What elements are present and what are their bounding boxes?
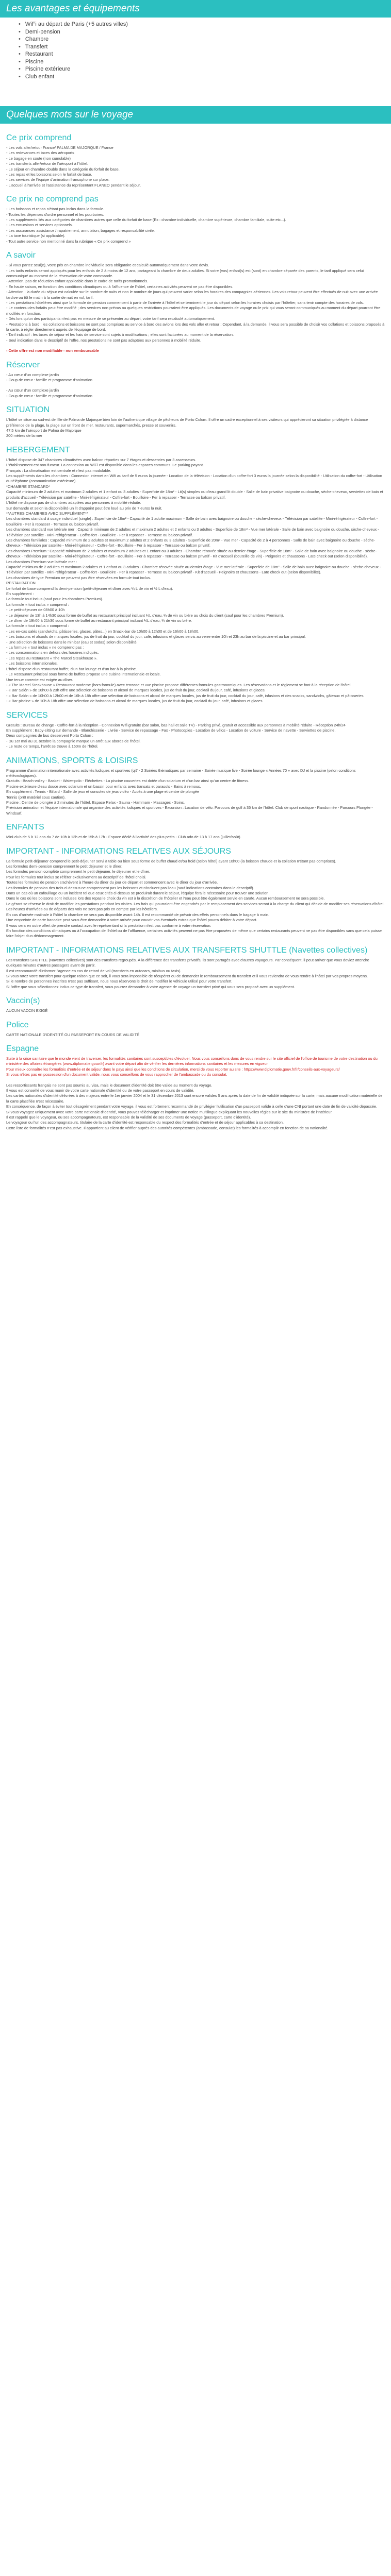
section-text: - Les suppléments liés aux catégories de chambres autres que celle du forfait de base (Ex : chambre individuelle, chambre supérieure, chambre familiale, suite etc...).: [6, 217, 286, 223]
section-text: L'hôtel ne dispose pas de chambres adaptées aux personnes à mobilité réduite.: [6, 500, 141, 505]
section-text: Il est rappelé que le voyageur, ou ses accompagnateurs, est responsable de la validité de ses documents de voyage (passeport, carte d'identité).: [6, 1115, 251, 1120]
section-text: - Les redevances et taxes des aéroports: [6, 150, 74, 156]
section-text: En supplément :: [6, 591, 34, 596]
section-text: Les ressortissants français ne sont pas soumis au visa, mais le document d'identité doit être valide au moment du voyage.: [6, 1082, 213, 1088]
section-text: Pour mieux connaître les formalités d'entrée et de séjour dans le pays ainsi que les conditions de circulation, merci de vous reporter au site : https://www.diplomatie.gouv.fr/fr/conseils-aux-voyageurs/: [6, 1066, 340, 1072]
amenity-item: • Transfert: [19, 43, 391, 51]
section-heading: IMPORTANT - INFORMATIONS RELATIVES AUX TRANSFERTS SHUTTLE (Navettes collectives): [6, 945, 368, 955]
section-text: L'hôtel dispose d'un restaurant buffet, d'un bar lounge et d'un bar à la piscine.: [6, 666, 137, 671]
section-text: Les formules de pension des trois ci-dessus ne comprennent pas les boissons et n'incluent pas l'eau (sauf indications contraires dans le descriptif).: [6, 885, 254, 890]
section-text: Dans le cas où les boissons sont incluses lors des repas le choix du vin est à la discrétion de l'hôtelier et l'eau peut être également servie en carafe. Aucun remboursement ne sera possible.: [6, 896, 325, 901]
section-text: - Les boissons et alcools de marques locales, jus de fruit du jour, cocktail du jour, café, infusions et glaces servis au verre entre 10h et 23h au bar de la piscine et au bar principal.: [6, 634, 306, 639]
section-text: RESTAURATION: [6, 581, 36, 586]
section-text: Piscine : Centre de plongée à 2 minutes de l'hôtel. Espace Relax - Sauna - Hammam - Massages - Soins.: [6, 800, 185, 805]
section-text: - Coup de cœur : famille et programme d'animation: [6, 378, 92, 382]
section-text: Prévision animation et l'équipe internationale qui organise des activités ludiques et sportives - Excursion : Location de vélo. Parcours de golf à 35 km de l'hôtel. Club de sport nautique - Randonnée - Parcours Plongée - Windsurf.: [6, 805, 373, 816]
section-text: Dans un cas où un cafouillage ou un incident tel que ceux cités ci-dessus se produirait durant le séjour, l'équipe fera le nécessaire pour trouver une solution.: [6, 891, 270, 896]
section-text: Les formules pension complète comprennent le petit déjeuner, le déjeuner et le dîner.: [6, 869, 150, 874]
section-text: - Les excursions et services optionnels.: [6, 223, 73, 228]
amenity-item: • WiFi au départ de Paris (+5 autres villes): [19, 21, 391, 28]
section-heading: SITUATION: [6, 405, 50, 415]
section-text: - Le séjour en chambre double dans la catégorie du forfait de base.: [6, 166, 120, 172]
amenities-list: [0, 18, 391, 86]
amenity-item: • Club enfant: [19, 73, 391, 81]
section-text: Gratuits : Beach-volley - Basket - Water-polo - Fléchettes - La piscine couvertes est dotée d'un solarium et d'un bar ainsi qu'un centre de fitness.: [6, 778, 250, 784]
section-text: Sur demande et selon la disponibilité un lit d'appoint peut être loué au prix de 7 euros la nuit.: [6, 505, 162, 511]
section-text: - Tarif indicatif : les taxes de séjour et les frais de service sont sujets à modifications ; elles sont facturées au moment de la réservation.: [6, 332, 234, 337]
section-text: La formule tout inclus (sauf pour les chambres Premium).: [6, 597, 103, 602]
section-text: En supplément : Tennis - Billard - Salle de jeux et consoles de jeux vidéo - Accès à une plage et centre de plongée: [6, 789, 200, 794]
section-text: Toutes les formules de pension s'achèvent à l'heure du dîner du jour de départ et commencent avec le dîner du jour d'arrivée.: [6, 880, 218, 885]
section-text: CARTE NATIONALE D'IDENTITÉ OU PASSEPORT EN COURS DE VALIDITÉ: [6, 1032, 140, 1037]
section-text: - Prestations à bord : les collations et boissons ne sont pas comprises au service à bord des avions lors des vols aller et retour ; Cependant, à la demande, il vous sera possible de choisir vos collations et boissons proposés à la carte, à régler directement auprès de l'équipage de bord.: [6, 321, 385, 332]
section-text: - Les boissons internationales.: [6, 661, 58, 666]
section-text: - Toutes les dépenses d'ordre personnel et les pourboires.: [6, 212, 104, 217]
section-text: La formule « tout inclus » comprend :: [6, 623, 69, 629]
section-text: Une tenue correcte est exigée au dîner.: [6, 677, 73, 682]
section-text: - Cette offre est non modifiable - non remboursable: [6, 348, 99, 353]
section-text: Les chambres Premium vue latérale mer :: [6, 559, 77, 564]
section-text: - Les en-cas salés (sandwichs, pâtisseries, glaces, pâtes...) en Snack-bar de 10h00 à 12h00 et de 16h00 à 18h00.: [6, 629, 200, 634]
section-text: - Les transferts aller/retour de l'aéroport à l'hôtel.: [6, 161, 88, 166]
section-text: Les chambres de type Premium ne peuvent pas être réservées en formule tout inclus.: [6, 575, 151, 580]
trip-info-banner: Quelques mots sur le voyage: [0, 106, 391, 124]
section-text: Les suppléments dans les chambres : Connexion internet en Wifi au tarif de 5 euros la journée - Location de la télévision - Location d'un coffre-fort 3 euros la journée selon la disponibilité - Utilisation du coffre-fort - Utilisation du téléphone (communication extérieure).: [6, 473, 382, 484]
section-text: Pour les formules tout inclus se référer exclusivement au descriptif de l'hôtel choisi.: [6, 874, 146, 879]
section-text: - Le contenu des forfaits peut être modifié ; des services non prévus ou quelques restrictions pourraient être appliqués. Les documents de voyage ou le prix qui vous seront communiqués au moment du départ pourront être modifiés en fonction.: [6, 306, 381, 316]
section-text: - Les vols aller/retour France/ PALMA DE MAJORQUE / France: [6, 145, 113, 150]
section-text: - Attention, pas de réduction enfant applicable dans le cadre de tarifs promotionnels.: [6, 279, 149, 284]
section-text: Cette liste de formalités n'est pas exhaustive. Il appartient au client de vérifier auprès des autorités compétentes (ambassade, consulat) les formalités à accomplir en fonction de sa nationalité.: [6, 1125, 329, 1130]
section-text: - Les prestations hôtelières ainsi que la formule de pension commencent à partir de l'arrivée à l'hôtel et se terminent le jour du départ selon les horaires choisis par l'hôtelier, sans tenir compte des horaires de vols.: [6, 300, 364, 305]
section-text: Piscine extérieure d'eau douce avec solarium et un bassin pour enfants avec transats et parasols - Bains à remous.: [6, 784, 201, 789]
section-text: Gratuits : Bureau de change - Coffre-fort à la réception - Connexion Wifi gratuite (bar salon, bas hall et salle TV) - Parking privé, gratuit et accessible aux personnes à mobilité réduite - Réception 24h/24: [6, 722, 346, 727]
section-text: - La taxe touristique (si applicable).: [6, 233, 66, 239]
section-text: L'hôtel se situe au sud-est de l'île de Palma de Majorque bien loin de l'authentique village de pêcheurs de Porto Colom. Il offre un cadre exceptionnel à ses visiteurs qui apprécieront sa situation privilégiée à distance préférence de la plage, la plage sur un front de mer, restaurants, supermarchés, presse et souvenirs.: [6, 417, 368, 428]
section-text: Il vous sera en outre offert de prendre contact avec le représentant si la prestation n'est pas conforme à votre réservation.: [6, 923, 211, 928]
section-text: Si vous ratez votre transfert pour quelque raison que ce soit, il vous sera impossible de récupérer ou de demander le remboursement du transfert et il vous reviendra de vous rendre à l'hôtel par vos propres moyens.: [6, 973, 368, 978]
section-text: En fonction des conditions climatiques ou à l'occupation de l'hôtel ou de l'affluence, certaines activités peuvent ne pas être proposées de même que certains restaurants peuvent ne pas être disponibles sans que cela puisse faire l'objet d'un dédommagement.: [6, 928, 382, 939]
section-text: 200 mètres de la mer: [6, 433, 42, 438]
section-text: - Les services de l'équipe d'animation francophone sur place.: [6, 177, 110, 182]
section-text: - Les repas et les boissons selon le forfait de base.: [6, 172, 92, 177]
section-heading: Ce prix comprend: [6, 133, 72, 142]
section-heading: A savoir: [6, 251, 36, 260]
section-text: Les chambres standard à usage individuel (single) : Superficie de 18m² - Capacité de 1 adulte maximum - Salle de bain avec baignoire ou douche - sèche-cheveux - Télévision par satellite - Mini-réfrigérateur - Coffre-fort - Bouilloire - Fer à repasser - Terrasse ou balcon privatif.: [6, 516, 378, 527]
section-text: - Le reste de temps, l'arrêt se trouve à 150m de l'hôtel.: [6, 744, 99, 749]
section-text: Les transferts SHUTTLE (Navettes collectives) sont des transferts regroupés. À la différence des transferts privatifs, ils sont partagés avec d'autres voyageurs. Par conséquent, il peut arriver que vous deviez attendre quelques minutes d'autres passagers avant de partir.: [6, 957, 369, 968]
section-text: Les chambres familiales : Capacité minimum de 2 adultes et maximum 2 adultes et 2 enfants ou 3 adultes - Superficie de 20m² - Vue mer - Capacité de 2 à 4 personnes - Salle de bain avec baignoire ou douche - sèche-cheveux - Télévision par satellite - Mini-réfrigérateur - Coffre-fort - Bouilloire - Fer à repasser - Terrasse ou balcon privatif.: [6, 537, 375, 548]
section-text: Si le nombre de personnes inscrites n'est pas suffisant, nous nous réservons le droit de modifier le véhicule utilisé pour votre transfert.: [6, 979, 233, 984]
section-text: Si vous voyagez uniquement avec votre carte nationale d'identité, vous pouvez télécharger et imprimer une notice multilingue expliquant les nouvelles règles sur le site du ministère de l'Intérieur.: [6, 1109, 333, 1114]
section-text: - Le petit-déjeuner de 08h00 à 10h: [6, 607, 65, 613]
section-text: Deux compagnies de bus desservent Porto Colom :: [6, 733, 93, 738]
section-text: - Une sélection de boissons dans le minibar (eau et sodas) selon disponibilité.: [6, 639, 138, 645]
amenity-item: • Chambre: [19, 36, 391, 43]
section-text: - « Bar Salón » de 10h00 à 23h offre une sélection de boissons et alcool de marques locales, jus de fruit du jour, cocktail du jour, café, infusions et glaces.: [6, 688, 266, 693]
section-text: L'établissement est non-fumeur. La connexion au WiFi est disponible dans les espaces communs. Le parking payant.: [6, 463, 204, 468]
section-heading: Réserver: [6, 360, 40, 369]
section-text: - Au cœur d'un complexe jardin: [6, 388, 59, 393]
section-text: L'hôtel dispose de 347 chambres climatisées avec balcon réparties sur 7 étages et desservies par 3 ascenseurs.: [6, 457, 197, 462]
section-heading: Vaccin(s): [6, 996, 40, 1006]
section-text: - Si vous partez seul(e), votre prix en chambre individuelle sera obligatoire et calculé automatiquement dans votre devis.: [6, 263, 209, 268]
section-text: - Les boissons et repas n'étant pas inclus dans la formule.: [6, 207, 104, 212]
section-text: - Seul indication dans le descriptif de l'offre, nos prestations ne sont pas adaptées aux personnes à mobilité réduite.: [6, 337, 202, 343]
section-heading: Espagne: [6, 1044, 39, 1053]
section-heading: IMPORTANT - INFORMATIONS RELATIVES AUX SÉJOURS: [6, 846, 231, 856]
section-heading: Police: [6, 1020, 29, 1029]
section-text: Les chambres standard vue latérale mer : Capacité minimum de 2 adultes et maximum 2 adultes et 2 enfants ou 3 adultes - Superficie de 18m² - Vue mer latérale - Salle de bain avec baignoire ou douche, sèche-cheveux - Télévision par satellite - Mini-réfrigérateur - Coffre-fort - Bouilloire - Fer à repasser - Terrasse ou balcon privatif.: [6, 527, 379, 537]
section-text: Il est recommandé d'informer l'agence en cas de retard de vol (transferts en autocars, minibus ou taxis).: [6, 968, 182, 973]
section-text: - Le bagage en soute (non cumulable): [6, 156, 71, 161]
section-text: Suite à la crise sanitaire que le monde vient de traverser, les formalités sanitaires sont susceptibles d'évoluer. Nous vous conseillons donc de vous rendre sur le site officiel de l'office de tourisme de votre destination ou du ministère des affaires étrangères (www.diplomatie.gouv.fr) avant votre départ afin de vérifier les dernières informations sanitaires et les mesures en vigueur.: [6, 1056, 378, 1066]
section-text: Tennis (prêt matériel sous caution).: [6, 794, 66, 800]
section-text: - Les assurances assistance / rapatriement, annulation, bagages et responsabilité civile.: [6, 228, 155, 233]
section-text: Le gérant se réserve le droit de modifier les prestations pendant les visites. Les frais qui pourraient être engendrés par le remplacement des services seront à la charge du client qui décide de modifier ses réservations d'hôtel.: [6, 901, 385, 906]
section-text: - « Bar piscine » de 10h à 18h offre une sélection de boissons et alcool de marques locales, jus de fruit du jour, cocktail du jour, café, infusions et glaces.: [6, 699, 264, 704]
section-text: - Du 1er mai au 31 octobre la compagnie marque un arrêt aux abords de l'hôtel.: [6, 738, 141, 743]
section-text: Les chambres Premium : Capacité minimum de 2 adultes et maximum 2 adultes et 1 enfant ou 3 adultes - Chambre rénovée située au dernier étage - Superficie de 18m² - Salle de bain avec baignoire ou douche - sèche-cheveux - Télévision par satellite - Mini-réfrigérateur - Coffre-fort - Bouilloire - Fer à repasser - Terrasse ou balcon privatif - Kit d'accueil (bouteille de vin) - Peignoirs et chaussons - Late check out (selon disponibilité).: [6, 548, 377, 559]
section-text: 47,5 km de l'aéroport de Palma de Majorque: [6, 428, 82, 433]
section-text: - Coup de cœur : famille et programme d'animation: [6, 393, 92, 398]
section-text: Si vous n'êtes pas en possession d'un document valide, nous vous conseillons de vous rapprocher de l'ambassade ou du consulat.: [6, 1072, 227, 1077]
section-text: - Le déjeuner de 13h à 14h30 sous forme de buffet au restaurant principal incluant ¼L d'eau, ¼ de vin ou bière au choix du client (sauf pour les chambres Premium).: [6, 613, 284, 618]
section-text: *CHAMBRE STANDARD*: [6, 484, 50, 489]
amenity-item: • Piscine extérieure: [19, 65, 391, 73]
section-text: En cas d'arrivée matinale à l'hôtel la chambre ne sera pas disponible avant 14h. Il est recommandé de prévoir des effets personnels dans le bagage à main.: [6, 912, 270, 917]
amenities-banner: Les avantages et équipements: [0, 0, 391, 18]
section-text: - En haute saison, en fonction des conditions climatiques ou à l'affluence de l'hôtel, certaines activités peuvent ne pas être disponibles.: [6, 284, 234, 289]
section-text: - « Bar Salón » de 10h00 à 12h00 et de 16h à 18h offre une sélection de boissons et alcool de marques locales, jus de fruit du jour, cocktail du jour, café, infusions et des snacks, sandwichs, gâteaux et pâtisseries.: [6, 693, 365, 698]
section-text: AUCUN VACCIN EXIGÉ: [6, 1008, 48, 1013]
section-text: Français : La climatisation est centrale et n'est pas modulable.: [6, 468, 111, 473]
section-heading: Ce prix ne comprend pas: [6, 195, 99, 204]
amenity-item: • Piscine: [19, 58, 391, 66]
section-text: - Les tarifs enfants seront appliqués pour les enfants de 2 à moins de 12 ans, partageant la chambre de deux adultes. Si votre (vos) enfant(s) est (sont) en chambre séparée des parents, le tarif appliqué sera celui communiqué au moment de la réservation de votre commande.: [6, 268, 364, 278]
section-text: Capacité minimum de 2 adultes et maximum 2 adultes et 1 enfant ou 3 adultes - Superficie de 18m² - Lit(s) simples ou d'eau grand lit double - Salle de bain privative baignoire ou douche, sèche-cheveux, serviettes de bain et produits d'accueil - Télévision par satellite - Mini-réfrigérateur - Coffre-fort - Bouilloire - Fer à repasser - Terrasse ou balcon privatif.: [6, 489, 383, 500]
section-text: - Le dîner de 19h00 à 21h30 sous forme de buffet au restaurant principal incluant ¼L d'eau, ¼ de vin ou bière.: [6, 618, 192, 623]
section-text: La formule « tout inclus » comprend :: [6, 602, 69, 607]
section-text: Les cartes nationales d'identité délivrées à des majeurs entre le 1er janvier 2004 et le 31 décembre 2013 sont encore valides 5 ans après la date de fin de validité indiquée sur la carte, mais aucune modification matérielle de la carte plastifiée n'est nécessaire.: [6, 1093, 383, 1104]
section-text: Le voyageur ou l'un des accompagnateurs, titulaire de la carte d'identité est responsable du respect des formalités d'entrée et de séjour applicables à sa destination.: [6, 1120, 284, 1125]
section-text: En supplément : Baby-sitting sur demande - Blanchisserie - Livrée - Service de repassage - Fax - Photocopies - Location de vélos - Location de voiture - Service de navette - Serviettes de piscine.: [6, 727, 336, 733]
section-text: La formule petit-déjeuner comprend le petit-déjeuner servi à table ou bien sous forme de buffet chaud et/ou froid (selon hôtel) avant 10h00 (la boisson chaude et la collation n'étant pas comprises).: [6, 858, 336, 863]
section-text: Mini-club de 5 à 12 ans du 7 de 10h à 13h et de 15h à 17h - Espace dédié à l'activité des plus petits - Club ado de 13 à 17 ans (juillet/août).: [6, 835, 241, 840]
section-text: Les heures d'arrivées ou de départs des vols ne sont pas pris en compte par les hôteliers.: [6, 907, 158, 912]
section-text: Une empreinte de carte bancaire peut vous être demandée à votre arrivée pour couvrir vos éventuels extras que l'hôtel pourra débiter à votre départ.: [6, 918, 257, 923]
section-text: - Dès lors qu'un des participants n'est pas en mesure de se présenter au départ, votre tarif sera recalculé automatiquement.: [6, 316, 215, 321]
section-heading: SERVICES: [6, 710, 48, 720]
section-text: Les formules demi-pension comprennent le petit déjeuner et le dîner.: [6, 864, 123, 869]
section-text: - Tout autre service non mentionné dans la rubrique « Ce prix comprend »: [6, 239, 131, 244]
section-text: Il vous est conseillé de vous munir de votre carte nationale d'identité ou de votre passeport en cours de validité.: [6, 1088, 194, 1093]
section-text: - Les repas au restaurant « The Marcel Steakhouse ».: [6, 655, 97, 660]
section-text: - La formule « tout inclus » ne comprend pas :: [6, 645, 84, 650]
section-text: Le forfait de base comprend la demi-pension (petit-déjeuner et dîner avec ¼ L de vin et ½ L d'eau).: [6, 586, 173, 591]
section-text: - Attention : la durée du séjour est calculée sur le nombre de nuits et non le nombre de jours qui peuvent varier selon les horaires des compagnies aériennes. Les vols retour peuvent être effectués de nuit avec une arrivée tardive ou tôt le matin à la sortie de nuit en vol, tarif.: [6, 290, 378, 300]
section-text: En conséquence, de façon à éviter tout désagrément pendant votre voyage, il vous est fortement recommandé de privilégier l'utilisation d'un passeport valide à celle d'une CNI portant une date de fin de validité dépassée.: [6, 1104, 378, 1109]
section-text: - Le Restaurant principal sous forme de buffets propose une cuisine internationale et locale.: [6, 672, 161, 677]
section-heading: ANIMATIONS, SPORTS & LOISIRS: [6, 756, 138, 765]
section-heading: HEBERGEMENT: [6, 445, 70, 454]
section-text: - Les consommations en dehors des horaires indiqués.: [6, 650, 99, 655]
section-text: - L'accueil à l'arrivée et l'assistance du représentant FLANEO pendant le séjour.: [6, 182, 141, 188]
section-text: Si l'offre que vous sélectionnez inclus ce type de transfert, vous pourrez demander à votre agence de voyage un transfert privé qui vous sera proposé avec un supplément.: [6, 984, 295, 989]
trip-info-content: [0, 124, 391, 1131]
section-heading: ENFANTS: [6, 823, 44, 832]
amenity-item: • Restaurant: [19, 50, 391, 58]
section-text: Programme d'animation internationale avec activités ludiques et sportives (qi7 - 2 Soirées thématiques par semaine - Soirée musique live - Soirée lounge « Années 70 » avec DJ et la piscine (selon conditions météorologiques).: [6, 768, 356, 778]
amenity-item: • Demi-pension: [19, 28, 391, 36]
section-text: - « The Marcel Steakhouse » Restaurant moderne (hors formule) avec terrasse et vue piscine propose différentes formules gastronomiques. Les réservations et le règlement se font à la réception de l'hôtel.: [6, 682, 352, 687]
section-text: Capacité minimum de 2 adultes et maximum 2 adultes et 1 enfant ou 3 adultes - Chambre rénovée située au dernier étage - Vue mer latérale - Superficie de 18m² - Salle de bain avec baignoire ou douche - sèche-cheveux - Télévision par satellite - Mini-réfrigérateur - Coffre-fort - Bouilloire - Fer à repasser - Terrasse ou balcon privatif - Kit d'accueil - Peignoirs et chaussons - Late check out (selon disponibilité).: [6, 564, 381, 575]
section-text: - Au cœur d'un complexe jardin: [6, 372, 59, 377]
section-text: **AUTRES CHAMBRES AVEC SUPPLÉMENT**: [6, 511, 88, 516]
